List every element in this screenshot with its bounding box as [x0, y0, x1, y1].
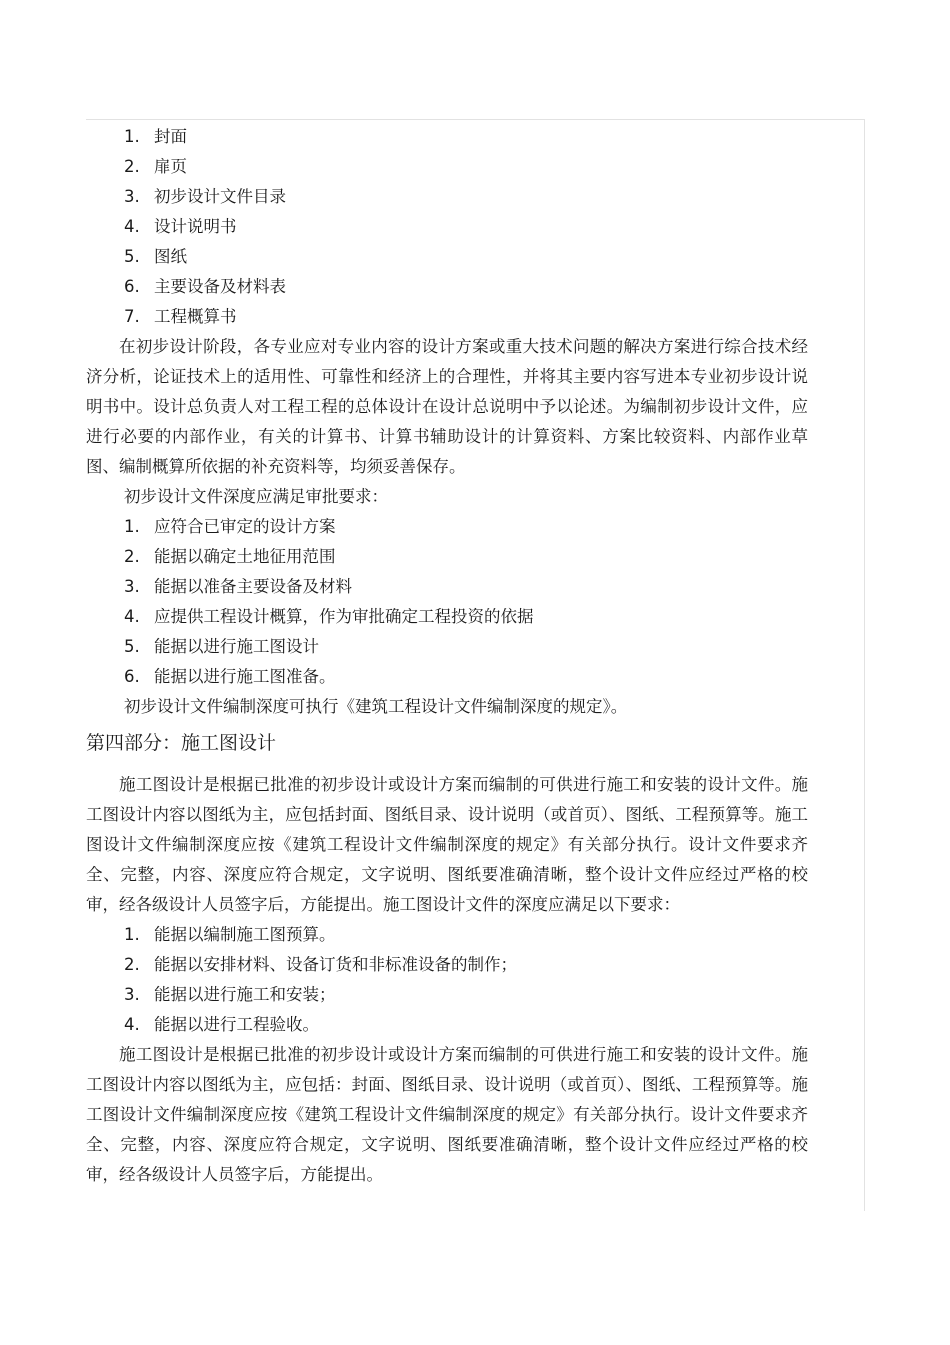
- list-item: 7. 工程概算书: [124, 307, 237, 326]
- paragraph-construction-drawing-repeat: 施工图设计是根据已批准的初步设计或设计方案而编制的可供进行施工和安装的设计文件。施工图设计内容以图纸为主，应包括：封面、图纸目录、设计说明（或首页）、图纸、工程预算等。施工图设计文件编制深度应按《建筑工程设计文件编制深度的规定》有关部分执行。设计文件要求齐全、完整，内容、深度应符合规定，文字说明、图纸要准确清晰，整个设计文件应经过严格的校审，经各级设计人员签字后，方能提出。: [86, 1045, 808, 1184]
- list-item: 3. 能据以进行施工和安装；: [124, 985, 336, 1004]
- document-body: [86, 122, 808, 1190]
- list-item: 3. 初步设计文件目录: [124, 187, 286, 206]
- list-item: 6. 主要设备及材料表: [124, 277, 286, 296]
- list-item: 1. 能据以编制施工图预算。: [124, 925, 336, 944]
- list-item: 2. 能据以确定土地征用范围: [124, 547, 336, 566]
- list-item: 2. 能据以安排材料、设备订货和非标准设备的制作；: [124, 955, 517, 974]
- construction-requirements-list: [86, 920, 808, 1040]
- list-item: 6. 能据以进行施工图准备。: [124, 667, 336, 686]
- list-item: 5. 图纸: [124, 247, 187, 266]
- list-item: 3. 能据以准备主要设备及材料: [124, 577, 352, 596]
- list-item: 4. 应提供工程设计概算，作为审批确定工程投资的依据: [124, 607, 534, 626]
- list-item: 2. 扉页: [124, 157, 187, 176]
- list-item: 5. 能据以进行施工图设计: [124, 637, 319, 656]
- list-item: 1. 应符合已审定的设计方案: [124, 517, 336, 536]
- list-item: 4. 能据以进行工程验收。: [124, 1015, 319, 1034]
- deliverables-list: [86, 122, 808, 332]
- paragraph-construction-drawing: 施工图设计是根据已批准的初步设计或设计方案而编制的可供进行施工和安装的设计文件。施工图设计内容以图纸为主，应包括封面、图纸目录、设计说明（或首页）、图纸、工程预算等。施工图设计文件编制深度应按《建筑工程设计文件编制深度的规定》有关部分执行。设计文件要求齐全、完整，内容、深度应符合规定，文字说明、图纸要准确清晰，整个设计文件应经过严格的校审，经各级设计人员签字后，方能提出。施工图设计文件的深度应满足以下要求：: [86, 775, 808, 914]
- list-item: 4. 设计说明书: [124, 217, 237, 236]
- paragraph-depth-standard: 初步设计文件编制深度可执行《建筑工程设计文件编制深度的规定》。: [124, 697, 628, 716]
- paragraph-approval-requirements: 初步设计文件深度应满足审批要求：: [124, 487, 388, 506]
- list-item: 1. 封面: [124, 127, 187, 146]
- paragraph-preliminary-design: 在初步设计阶段，各专业应对专业内容的设计方案或重大技术问题的解决方案进行综合技术经济分析，论证技术上的适用性、可靠性和经济上的合理性，并将其主要内容写进本专业初步设计说明书中。设计总负责人对工程工程的总体设计在设计总说明中予以论述。为编制初步设计文件，应进行必要的内部作业，有关的计算书、计算书辅助设计的计算资料、方案比较资料、内部作业草图、编制概算所依据的补充资料等，均须妥善保存。: [86, 337, 808, 476]
- section-heading: 第四部分：施工图设计: [86, 732, 277, 754]
- approval-requirements-list: [86, 512, 808, 692]
